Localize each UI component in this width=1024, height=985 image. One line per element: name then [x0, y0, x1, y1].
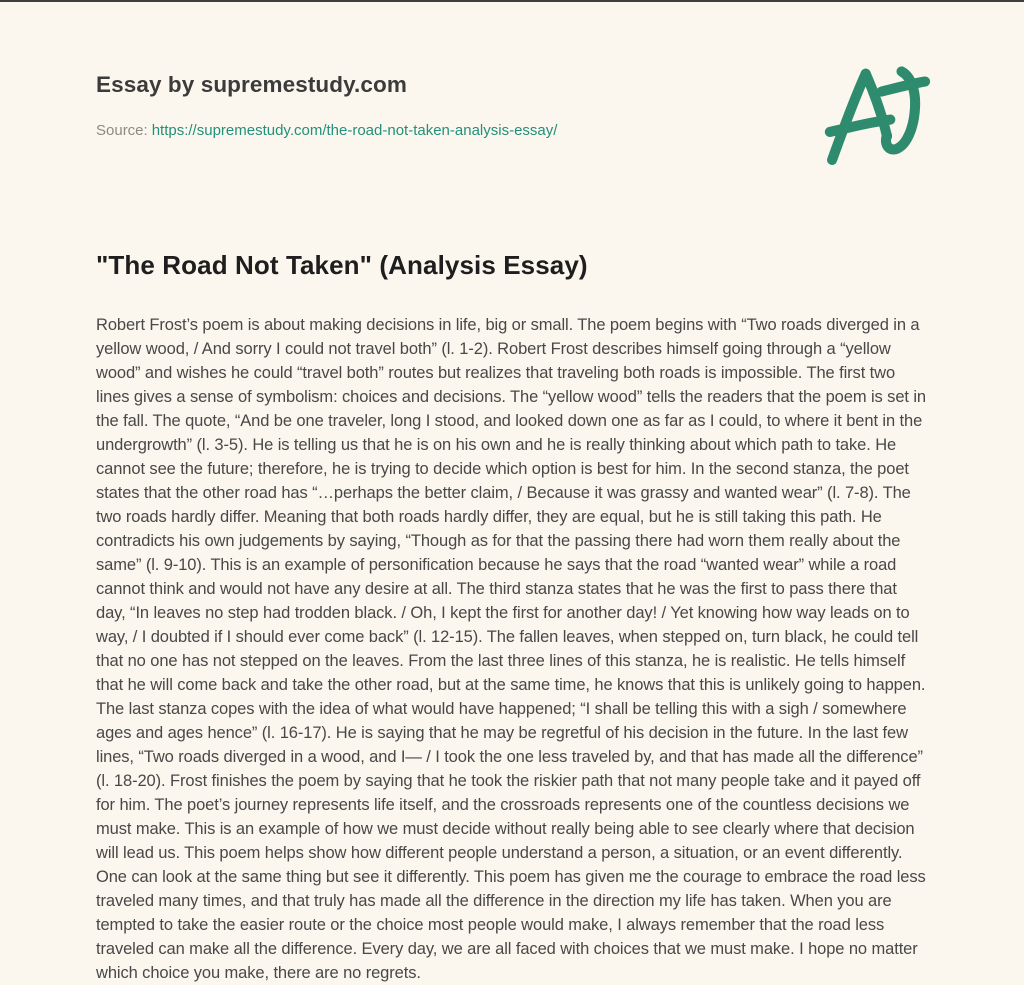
byline-heading: Essay by supremestudy.com: [96, 72, 407, 97]
essay-title: "The Road Not Taken" (Analysis Essay): [96, 250, 588, 280]
top-border-line: [0, 0, 1024, 2]
essay-body-paragraph: Robert Frost’s poem is about making decisions in life, big or small. The poem begins with “Two roads diverged in a yellow wood, / And sorry I could not travel both” (l. 1-2). Robert Frost describes himself going through a “yellow wood” and wishes he could “travel both” routes but realizes that traveling both roads is impossible. The first two lines gives a sense of symbolism: choices and decisions. The “yellow wood” tells the readers that the poem is set in the fall. The quote, “And be one traveler, long I stood, and looked down one as far as I could, to where it bent in the undergrowth” (l. 3-5). He is telling us that he is on his own and he is really thinking about which path to take. He cannot see the future; therefore, he is trying to decide which option is best for him. In the second stanza, the poet states that the other road has “…perhaps the better claim, / Because it was grassy and wanted wear” (l. 7-8). The two roads hardly differ. Meaning that both roads hardly differ, they are equal, but he is still taking this path. He contradicts his own judgements by saying, “Though as for that the passing there had worn them really about the same” (l. 9-10). This is an example of personification because he says that the road “wanted wear” while a road cannot think and would not have any desire at all. The third stanza states that he was the first to pass there that day, “In leaves no step had trodden black. / Oh, I kept the first for another day! / Yet knowing how way leads on to way, / I doubted if I should ever come back” (l. 12-15). The fallen leaves, when stepped on, turn black, he could tell that no one has not stepped on the leaves. From the last three lines of this stanza, he is realistic. He tells himself that he will come back and take the other road, but at the same time, he knows that this is unlikely going to happen. The last stanza copes with the idea of what would have happened; “I shall be telling this with a sigh / somewhere ages and ages hence” (l. 16-17). He is saying that he may be regretful of his decision in the future. In the last few lines, “Two roads diverged in a wood, and I— / I took the one less traveled by, and that has made all the difference” (l. 18-20). Frost finishes the poem by saying that he took the riskier path that not many people take and it payed off for him. The poet’s journey represents life itself, and the crossroads represents one of the countless decisions we must make. This is an example of how we must decide without really being able to see clearly where that decision will lead us. This poem helps show how different people understand a person, a situation, or an event differently. One can look at the same thing but see it differently. This poem has given me the courage to embrace the road less traveled many times, and that truly has made all the difference in the direction my life has taken. When you are tempted to take the easier route or the choice most people would make, I always remember that the road less traveled can make all the difference. Every day, we are all faced with choices that we must make. I hope no matter which choice you make, there are no regrets.: [96, 316, 927, 982]
source-line: [96, 122, 557, 139]
source-url-link[interactable]: https://supremestudy.com/the-road-not-taken-analysis-essay/: [151, 122, 558, 139]
source-label: Source:: [96, 122, 148, 139]
a-plus-logo-icon: [822, 58, 934, 170]
